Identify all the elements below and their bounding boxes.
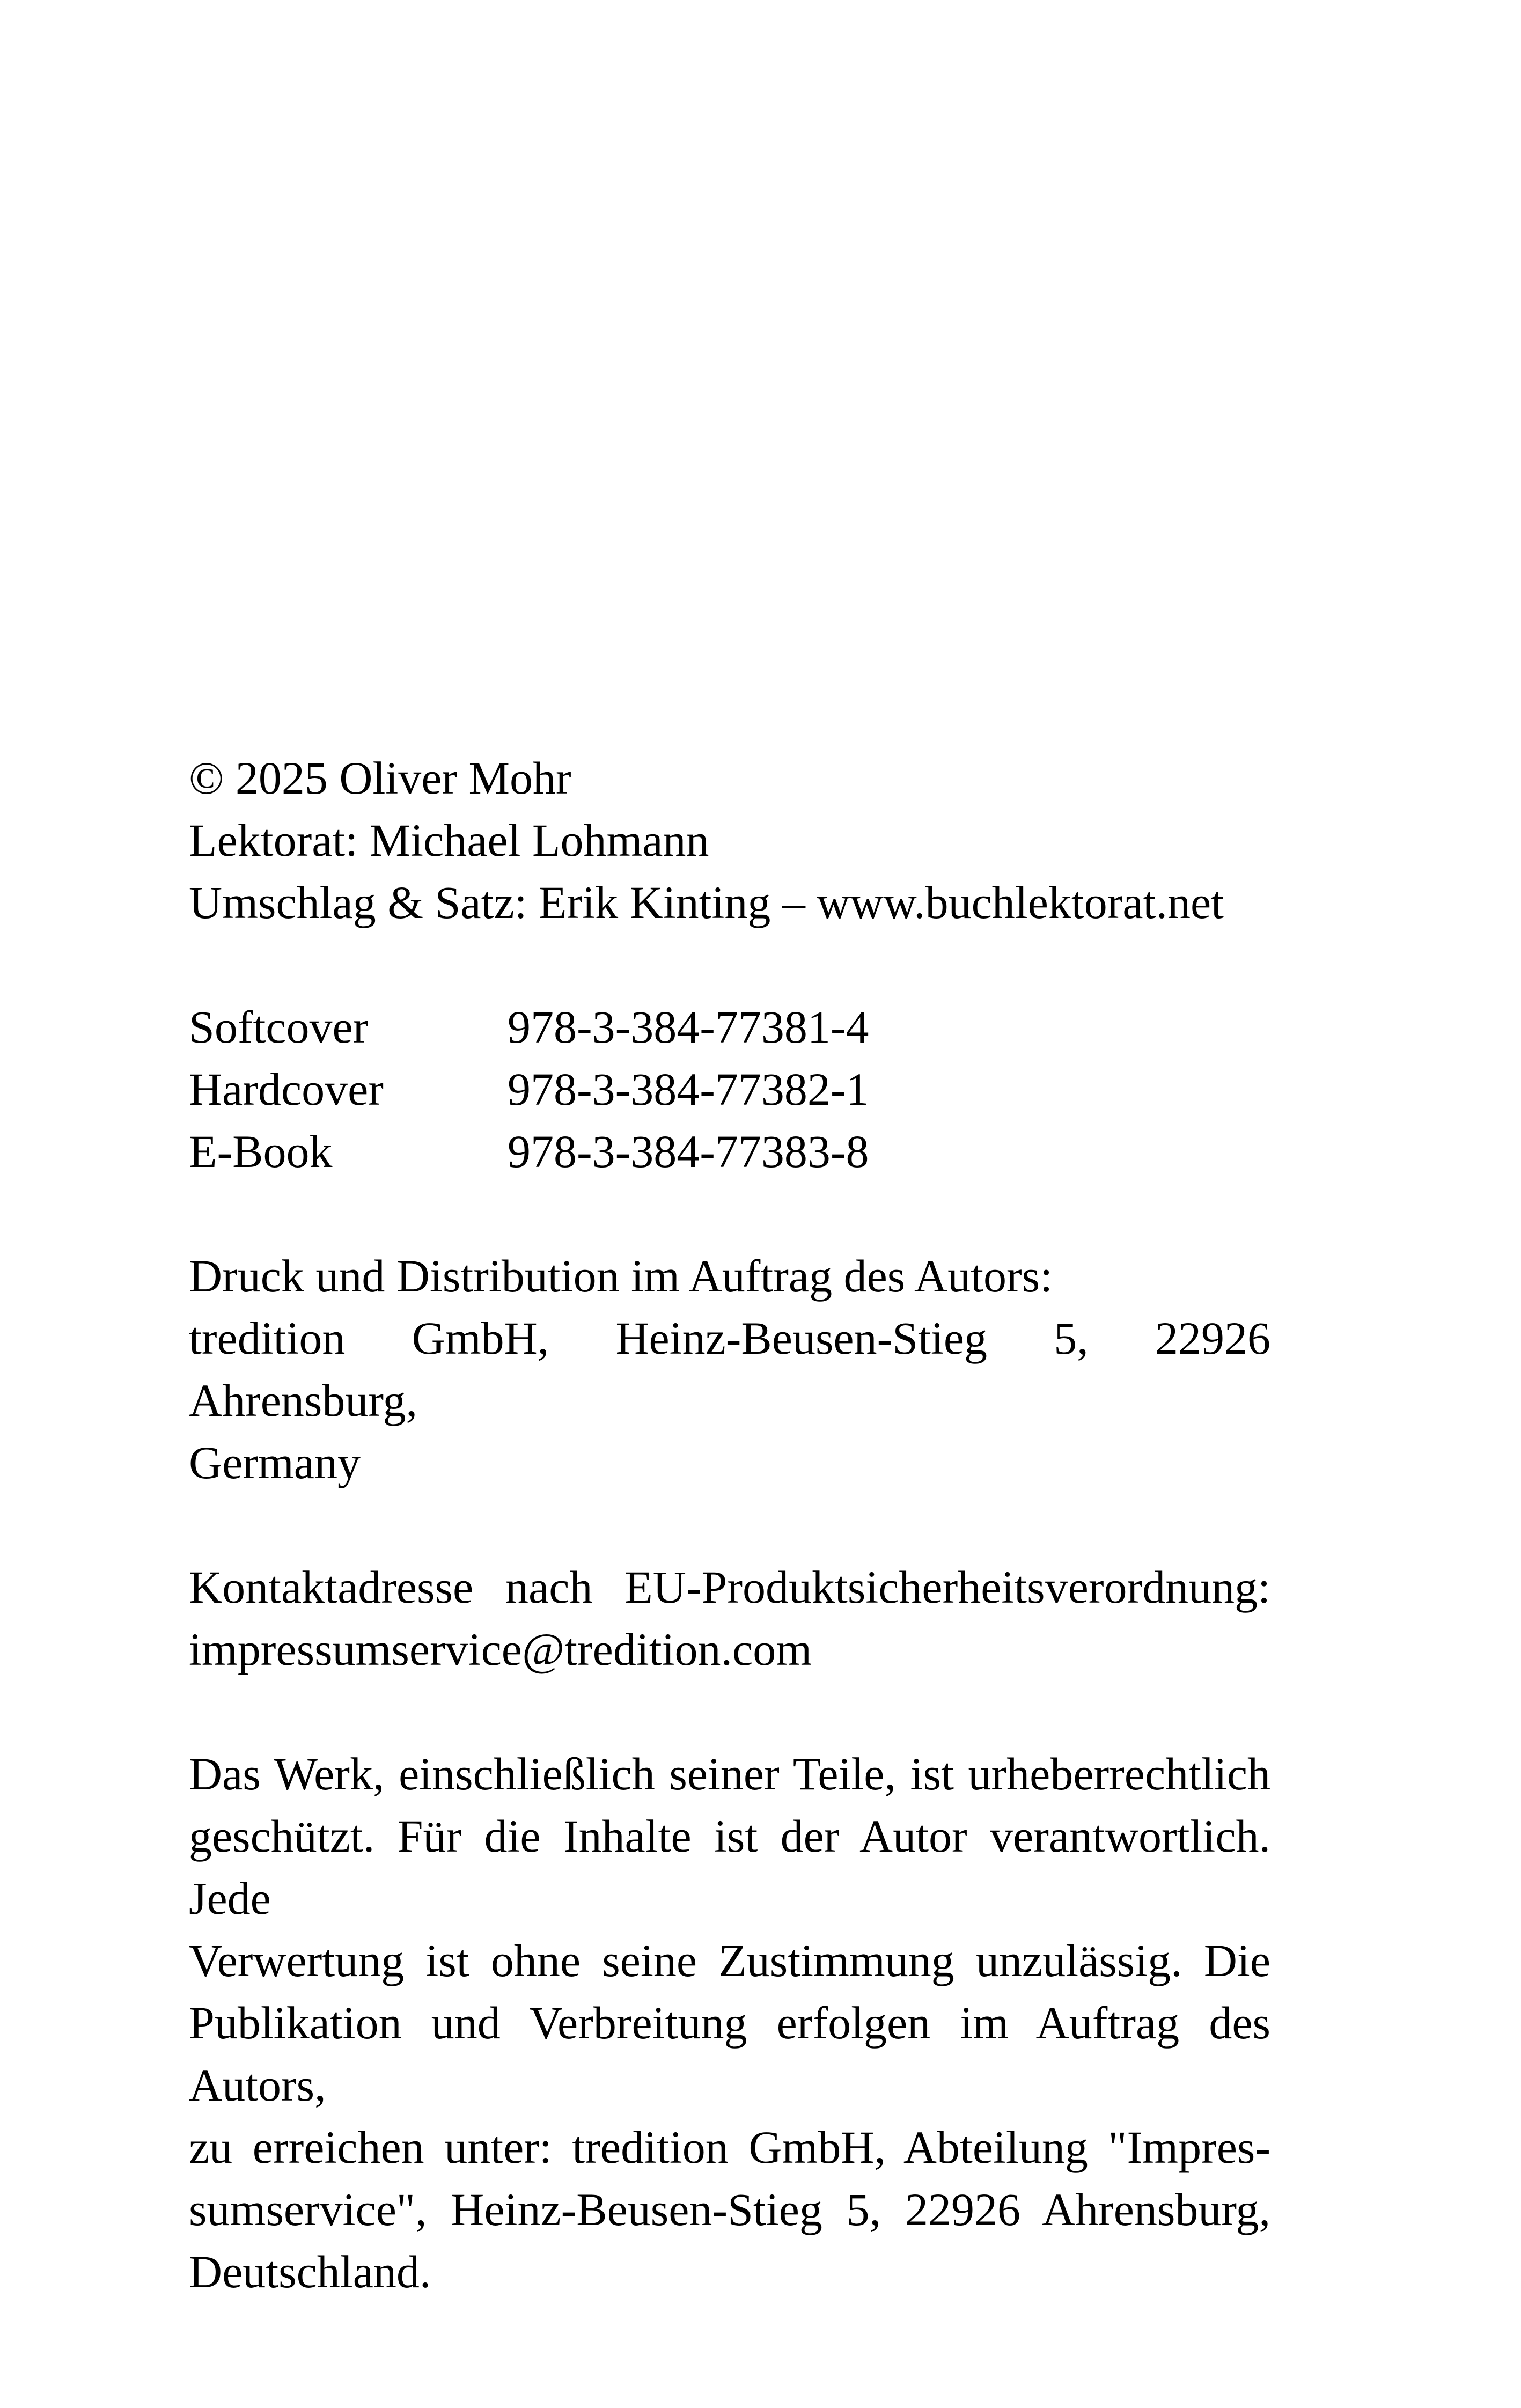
distribution-block [189,1245,1270,1494]
legal-line: geschützt. Für die Inhalte ist der Autor verantwortlich. Jede [189,1810,1270,1924]
isbn-number: 978-3-384-77382-1 [508,1063,869,1115]
isbn-row-hardcover [189,1058,1270,1120]
legal-line: sumservice", Heinz-Beusen-Stieg 5, 22926 Ahrensburg, [189,2184,1270,2235]
isbn-number: 978-3-384-77383-8 [508,1126,869,1177]
isbn-format: E-Book [189,1126,333,1177]
distribution-address: tredition GmbH, Heinz-Beusen-Stieg 5, 22926 Ahrensburg, [189,1312,1270,1426]
isbn-row-ebook [189,1120,1270,1183]
spacer [189,934,1270,996]
contact-email: impressumservice@tredition.com [189,1624,812,1675]
spacer [189,1494,1270,1556]
contact-heading: Kontaktadresse nach EU-Produktsicherheitsverordnung: [189,1561,1270,1613]
editing-line: Lektorat: Michael Lohmann [189,814,709,866]
legal-line: Deutschland. [189,2246,431,2297]
cover-typesetting-line: Umschlag & Satz: Erik Kinting – www.buchlektorat.net [189,877,1224,928]
legal-line: Das Werk, einschließlich seiner Teile, ist urheberrechtlich [189,1748,1270,1800]
isbn-format: Hardcover [189,1063,384,1115]
spacer [189,1183,1270,1245]
imprint-text [189,747,1270,2303]
legal-line: zu erreichen unter: tredition GmbH, Abteilung "Impres- [189,2121,1270,2173]
distribution-country: Germany [189,1437,361,1488]
isbn-format: Softcover [189,1001,369,1053]
legal-line: Verwertung ist ohne seine Zustimmung unzulässig. Die [189,1935,1270,1986]
legal-notice [189,1743,1270,2303]
isbn-block [189,996,1270,1183]
credits-block [189,747,1270,934]
spacer [189,1680,1270,1743]
contact-block [189,1556,1270,1680]
distribution-line: Druck und Distribution im Auftrag des Autors: [189,1250,1053,1302]
isbn-row-softcover [189,996,1270,1058]
legal-line: Publikation und Verbreitung erfolgen im Auftrag des Autors, [189,1997,1270,2111]
copyright-line: © 2025 Oliver Mohr [189,752,571,804]
isbn-number: 978-3-384-77381-4 [508,1001,869,1053]
